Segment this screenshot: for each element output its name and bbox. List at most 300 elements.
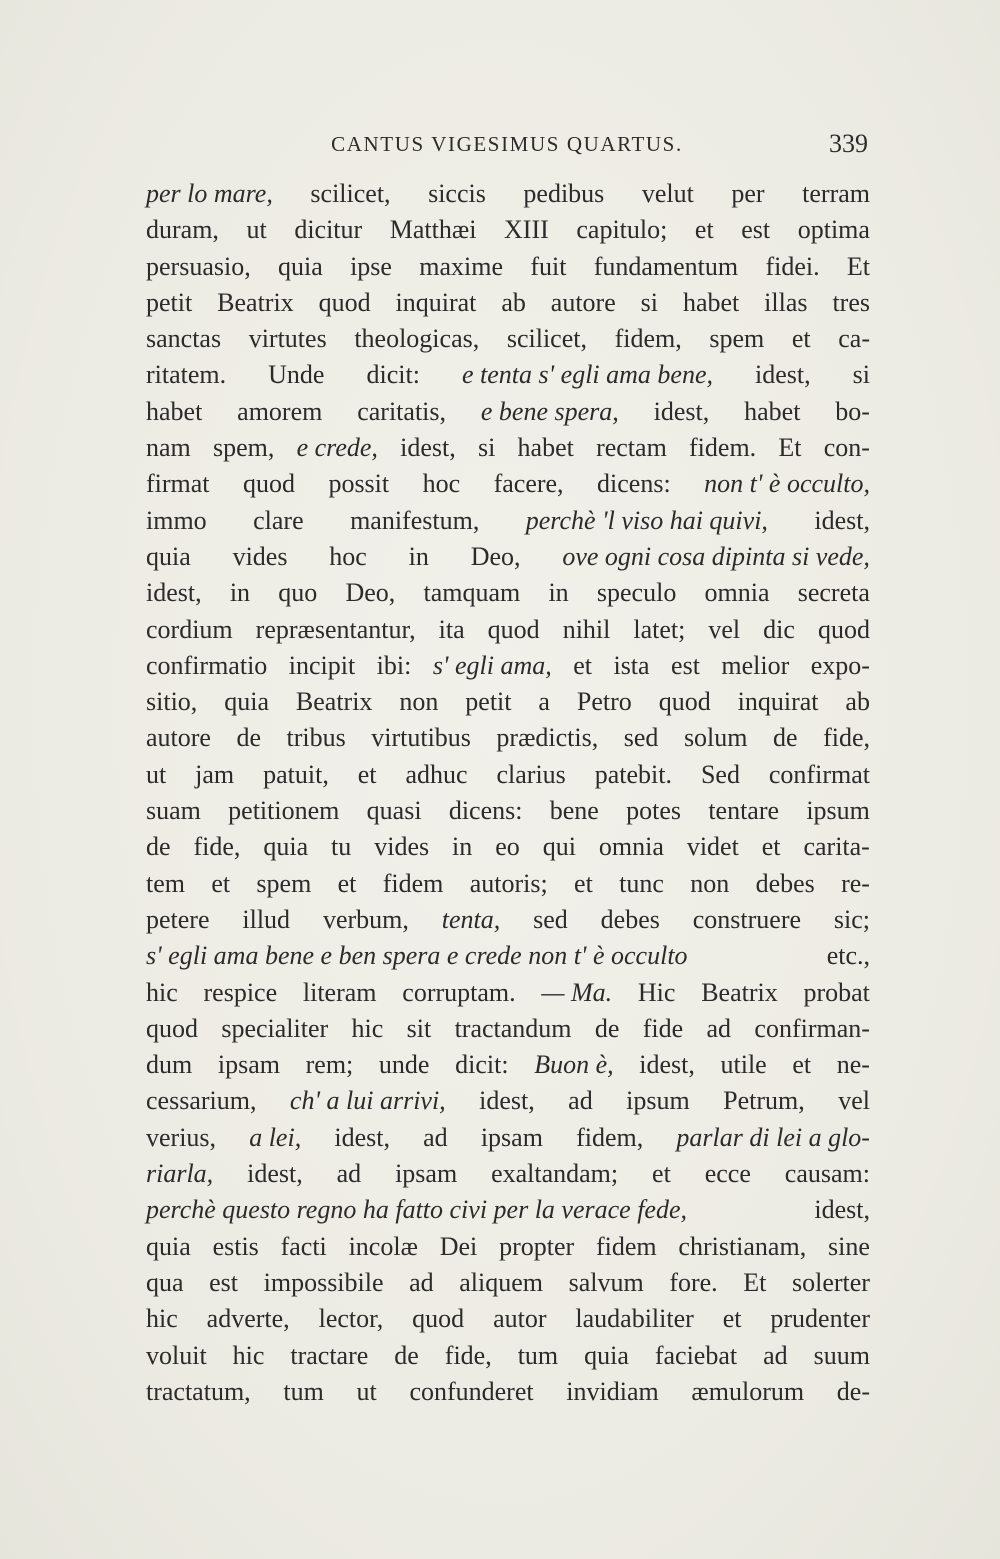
word: quia	[146, 541, 191, 571]
word: et	[722, 1304, 742, 1334]
word: hoc	[422, 469, 461, 499]
word: ab	[501, 287, 526, 317]
word: theologicas,	[354, 324, 480, 354]
italic-quote: e tenta s' egli ama bene,	[461, 360, 714, 390]
italic-quote: e bene spera,	[480, 396, 619, 426]
word: repræsentantur,	[255, 614, 416, 644]
word: speculo	[596, 578, 677, 608]
word: firmat	[146, 469, 210, 499]
word: caritatis,	[357, 396, 447, 426]
word: Petrum,	[723, 1086, 805, 1116]
word: et	[337, 868, 357, 898]
word: suam	[146, 796, 201, 826]
word: de	[236, 723, 262, 753]
word: hic	[146, 1304, 178, 1334]
word: ipsam	[217, 1050, 280, 1080]
word: de-	[836, 1376, 870, 1406]
word: adhuc	[405, 759, 468, 789]
text-line	[146, 1156, 870, 1192]
word: causam:	[784, 1159, 870, 1189]
word: idest,	[755, 360, 811, 390]
word: fidem,	[614, 324, 682, 354]
word: clare	[253, 505, 304, 535]
word: non	[399, 687, 439, 717]
word: dum	[146, 1050, 193, 1080]
word: sic;	[833, 904, 870, 934]
word: de	[773, 723, 798, 753]
word: non	[690, 868, 730, 898]
word: Dei	[439, 1231, 478, 1261]
word: unde	[378, 1050, 430, 1080]
text-line	[146, 757, 870, 793]
text-line	[146, 285, 870, 321]
word: fide,	[444, 1340, 492, 1370]
word: idest,	[400, 433, 456, 463]
word: Et	[778, 433, 802, 463]
word: tractandum	[454, 1013, 572, 1043]
word: ad	[409, 1267, 434, 1297]
word: hic	[146, 977, 178, 1007]
word: confirmatio	[146, 650, 268, 680]
word: sit	[406, 1013, 432, 1043]
word: patebit.	[594, 759, 673, 789]
word: fidem.	[689, 433, 757, 463]
text-line	[146, 176, 870, 212]
word: quod	[318, 287, 371, 317]
word: inquirat	[395, 287, 477, 317]
word: si	[640, 287, 659, 317]
word: Beatrix	[217, 287, 294, 317]
word: autore	[146, 723, 211, 753]
word: habet	[146, 396, 203, 426]
word: fore.	[669, 1267, 718, 1297]
word: fidem	[382, 868, 444, 898]
word: potes	[626, 796, 682, 826]
word: maxime	[419, 251, 504, 281]
word: nihil	[562, 614, 611, 644]
word: sine	[828, 1231, 870, 1261]
word: lector,	[318, 1304, 384, 1334]
text-line	[146, 793, 870, 829]
word: ad	[706, 1013, 732, 1043]
word: quod	[242, 469, 295, 499]
word: ca-	[838, 324, 870, 354]
text-line	[146, 1192, 870, 1228]
word: omnia	[598, 832, 664, 862]
word: est	[741, 215, 771, 245]
word: prædictis,	[496, 723, 599, 753]
word: manifestum,	[350, 505, 480, 535]
word: habet	[517, 433, 574, 463]
word: voluit	[146, 1340, 207, 1370]
word: fide,	[193, 832, 241, 862]
word: specialiter	[221, 1013, 329, 1043]
word: sed	[533, 904, 568, 934]
word: idest,	[479, 1086, 535, 1116]
word: et	[652, 1159, 671, 1189]
word: et	[573, 650, 592, 680]
word: in	[408, 541, 429, 571]
text-line	[146, 866, 870, 902]
text-line	[146, 575, 870, 611]
word: rectam	[596, 433, 667, 463]
word: confunderet	[409, 1376, 534, 1406]
text-line	[146, 466, 870, 502]
word: ista	[613, 650, 650, 680]
word: de	[594, 1013, 620, 1043]
word: idest,	[146, 578, 202, 608]
word: spem	[709, 324, 765, 354]
word: Deo,	[470, 541, 521, 571]
word: exaltandam;	[491, 1159, 619, 1189]
word: spem	[256, 868, 312, 898]
word: invidiam	[566, 1376, 659, 1406]
word: XIII	[504, 215, 549, 245]
word: sed	[623, 723, 659, 753]
word: debes	[600, 904, 660, 934]
word: bene	[549, 796, 599, 826]
word: hoc	[329, 541, 367, 571]
word: ipsam	[480, 1122, 543, 1152]
word: spem,	[212, 433, 275, 463]
text-line	[146, 829, 870, 865]
word: et	[357, 759, 377, 789]
word: ipse	[350, 251, 392, 281]
word: vel	[838, 1086, 870, 1116]
word: dicit:	[366, 360, 420, 390]
word: suum	[813, 1340, 870, 1370]
word: probat	[803, 977, 870, 1007]
word: dicitur	[294, 215, 363, 245]
word: Hic	[637, 977, 676, 1007]
word: qui	[542, 832, 576, 862]
text-line	[146, 394, 870, 430]
word: autor	[493, 1304, 547, 1334]
word: fuit	[530, 251, 567, 281]
word: terram	[802, 179, 870, 208]
word: nam	[146, 433, 191, 463]
word: hic	[351, 1013, 384, 1043]
word: tribus	[286, 723, 346, 753]
text-line	[146, 612, 870, 648]
italic-quote: ch' a lui arrivi,	[289, 1086, 446, 1116]
word: de	[394, 1340, 419, 1370]
word: ad	[336, 1159, 362, 1189]
word: autore	[550, 287, 616, 317]
italic-quote: perchè 'l viso hai quivi,	[525, 505, 768, 535]
word: construere	[692, 904, 802, 934]
italic-quote: non t' è occulto,	[704, 469, 870, 499]
word: tres	[832, 287, 870, 317]
word: quasi	[366, 796, 422, 826]
word: facti	[280, 1231, 327, 1261]
word: si	[477, 433, 496, 463]
word: amorem	[237, 396, 323, 426]
word: est	[671, 650, 700, 680]
word: velut	[641, 179, 694, 208]
word: ipsum	[626, 1086, 690, 1116]
word: sanctas	[146, 324, 222, 354]
word: petit	[146, 287, 193, 317]
word: duram,	[146, 215, 219, 245]
word: quia	[278, 251, 323, 281]
text-line	[146, 357, 870, 393]
word: dic	[763, 614, 795, 644]
word: ut	[146, 759, 167, 789]
word: patuit,	[263, 759, 329, 789]
word: impossibile	[263, 1267, 384, 1297]
word: tunc	[619, 868, 664, 898]
word: solum	[683, 723, 748, 753]
word: et	[574, 868, 593, 898]
word: incolæ	[348, 1231, 418, 1261]
italic-quote: e crede,	[296, 433, 378, 463]
word: fidem,	[576, 1122, 644, 1152]
text-line	[146, 720, 870, 756]
word: tentare	[708, 796, 780, 826]
word: quod	[146, 1013, 198, 1043]
word: est	[209, 1267, 239, 1297]
word: eo	[495, 832, 520, 862]
word: fide	[642, 1013, 684, 1043]
word: ipsum	[806, 796, 870, 826]
word: Beatrix	[701, 977, 778, 1007]
word: christianam,	[678, 1231, 807, 1261]
word: habet	[744, 396, 801, 426]
word: per	[731, 179, 765, 208]
text-line	[146, 1374, 870, 1410]
word: con-	[823, 433, 870, 463]
running-title: CANTUS VIGESIMUS QUARTUS.	[331, 132, 683, 156]
word: fidei.	[765, 251, 820, 281]
word: Matthæi	[389, 215, 477, 245]
word: in	[548, 578, 569, 608]
italic-quote: parlar di lei a glo-	[676, 1122, 870, 1152]
word: debes	[755, 868, 815, 898]
word: illud	[242, 904, 291, 934]
word: videt	[686, 832, 739, 862]
word: vel	[708, 614, 741, 644]
word: latet;	[633, 614, 686, 644]
word: idest,	[814, 1195, 870, 1225]
word: virtutes	[248, 324, 327, 354]
word: verius,	[146, 1122, 217, 1152]
italic-quote: riarla,	[146, 1159, 214, 1189]
word: respice	[203, 977, 278, 1007]
word: incipit	[288, 650, 356, 680]
word: corruptam.	[402, 977, 516, 1007]
word: quod	[487, 614, 540, 644]
word: petitionem	[228, 796, 340, 826]
text-line	[146, 321, 870, 357]
word: idest,	[653, 396, 710, 426]
word: laudabiliter	[575, 1304, 694, 1334]
word: Beatrix	[295, 687, 373, 717]
text-line	[146, 1083, 870, 1119]
word: et	[792, 1050, 812, 1080]
word: tu	[331, 832, 352, 862]
text-line	[146, 1120, 870, 1156]
word: scilicet,	[310, 179, 391, 208]
word: facere,	[493, 469, 564, 499]
italic-quote: perchè questo regno ha fatto civi per la verace fede,	[146, 1195, 688, 1225]
word: virtutibus	[371, 723, 471, 753]
text-line	[146, 648, 870, 684]
word: in	[452, 832, 473, 862]
word: aliquem	[459, 1267, 544, 1297]
word: tractare	[290, 1340, 369, 1370]
italic-quote: s' egli ama bene e ben spera e crede non t' è occulto	[146, 941, 688, 971]
word: Unde	[268, 360, 325, 390]
text-line	[146, 938, 870, 974]
word: sitio,	[146, 687, 198, 717]
word: faciebat	[654, 1340, 738, 1370]
word: persuasio,	[146, 251, 251, 281]
text-line	[146, 1011, 870, 1047]
text-line	[146, 975, 870, 1011]
word: solerter	[791, 1267, 870, 1297]
word: expo-	[810, 650, 870, 680]
word: et	[694, 215, 714, 245]
word: idest,	[814, 505, 870, 535]
word: Petro	[576, 687, 632, 717]
word: Deo,	[345, 578, 396, 608]
word: petere	[146, 904, 210, 934]
word: idest,	[639, 1050, 695, 1080]
word: tem	[146, 868, 185, 898]
italic-quote: s' egli ama,	[432, 650, 552, 680]
word: et	[211, 868, 231, 898]
text-line	[146, 684, 870, 720]
word: scilicet,	[506, 324, 587, 354]
word: secreta	[797, 578, 870, 608]
word: a	[538, 687, 550, 717]
word: dicit:	[455, 1050, 509, 1080]
text-line	[146, 503, 870, 539]
word: re-	[841, 868, 870, 898]
word: Et	[846, 251, 870, 281]
word: ad	[568, 1086, 593, 1116]
word: salvum	[568, 1267, 644, 1297]
italic-quote: Buon è,	[534, 1050, 614, 1080]
word: in	[229, 578, 251, 608]
word: ne-	[836, 1050, 870, 1080]
word: vides	[374, 832, 430, 862]
word: autoris;	[469, 868, 548, 898]
word: confirmat	[768, 759, 870, 789]
word: qua	[146, 1267, 184, 1297]
word: quia	[146, 1231, 191, 1261]
word: ab	[845, 687, 870, 717]
word: vides	[232, 541, 288, 571]
word: hic	[232, 1340, 265, 1370]
word: capitulo;	[576, 215, 668, 245]
body-text	[146, 176, 870, 1410]
page-number: 339	[829, 129, 868, 158]
word: utile	[720, 1050, 767, 1080]
word: Et	[743, 1267, 767, 1297]
word: tum	[283, 1376, 324, 1406]
word: fidem	[595, 1231, 657, 1261]
word: æmulorum	[691, 1376, 805, 1406]
word: dicens:	[597, 469, 671, 499]
word: ad	[763, 1340, 788, 1370]
word: illas	[764, 287, 808, 317]
word: fundamentum	[593, 251, 739, 281]
word: omnia	[704, 578, 770, 608]
word: tractatum,	[146, 1376, 251, 1406]
word: idest,	[334, 1122, 390, 1152]
text-line	[146, 1047, 870, 1083]
word: adverte,	[206, 1304, 290, 1334]
word: possit	[328, 469, 390, 499]
word: ut	[246, 215, 267, 245]
word: idest,	[247, 1159, 303, 1189]
word: inquirat	[737, 687, 819, 717]
word: fide,	[823, 723, 870, 753]
word: quo	[278, 578, 318, 608]
italic-quote: a lei,	[249, 1122, 302, 1152]
word: quia	[224, 687, 269, 717]
word: verbum,	[322, 904, 409, 934]
word: dicens:	[448, 796, 523, 826]
text-line	[146, 430, 870, 466]
text-line	[146, 902, 870, 938]
word: de	[146, 832, 171, 862]
text-line	[146, 1301, 870, 1337]
word: ita	[438, 614, 465, 644]
italic-quote: per lo mare,	[146, 179, 273, 208]
running-head	[146, 126, 868, 162]
italic-quote: ove ogni cosa dipinta si vede,	[562, 541, 870, 571]
word: optima	[797, 215, 870, 245]
word: rem;	[305, 1050, 354, 1080]
word: clarius	[496, 759, 566, 789]
word: siccis	[428, 179, 486, 208]
text-line	[146, 1265, 870, 1301]
word: cordium	[146, 614, 233, 644]
text-line	[146, 539, 870, 575]
word: carita-	[803, 832, 870, 862]
word: et	[791, 324, 811, 354]
word: quod	[412, 1304, 465, 1334]
italic-quote: — Ma.	[541, 977, 613, 1007]
text-line	[146, 1338, 870, 1374]
word: ipsam	[395, 1159, 458, 1189]
word: si	[852, 360, 870, 390]
word: ecce	[704, 1159, 751, 1189]
word: tum	[517, 1340, 559, 1370]
word: confirman-	[754, 1013, 870, 1043]
word: jam	[195, 759, 235, 789]
word: cessarium,	[146, 1086, 257, 1116]
word: tamquam	[423, 578, 521, 608]
word: Sed	[700, 759, 740, 789]
word: estis	[212, 1231, 259, 1261]
text-line	[146, 1229, 870, 1265]
word: bo-	[835, 396, 870, 426]
word: propter	[499, 1231, 575, 1261]
word: ibi:	[376, 650, 412, 680]
word: pedibus	[523, 179, 605, 208]
word: quod	[817, 614, 870, 644]
word: petit	[465, 687, 512, 717]
word: habet	[682, 287, 740, 317]
word: immo	[146, 505, 207, 535]
word: quod	[658, 687, 711, 717]
word: ut	[356, 1376, 377, 1406]
word: etc.,	[826, 941, 870, 971]
